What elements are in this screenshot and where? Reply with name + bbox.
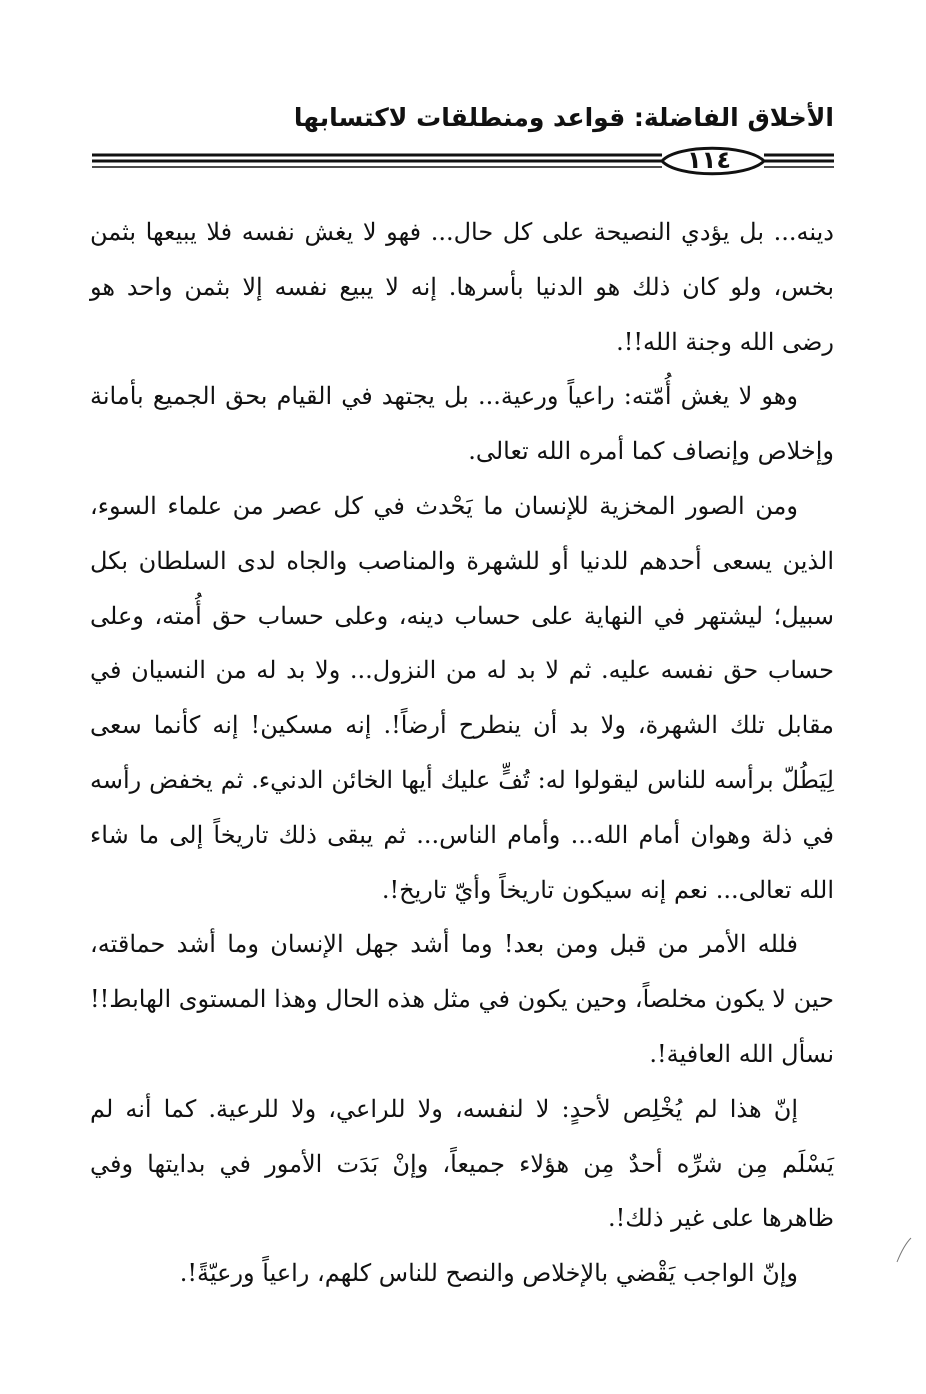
paragraph-2: وهو لا يغش أُمّته: راعياً ورعية... بل يجتهد في القيام بحق الجميع بأمانة وإخلاص وإنصاف كما أمره الله تعالى. — [90, 382, 834, 466]
book-title: الأخلاق الفاضلة: قواعد ومنطلقات لاكتسابها — [293, 103, 834, 132]
running-header — [92, 98, 834, 138]
paragraph-5: إنّ هذا لم يُخْلِص لأحدٍ: لا لنفسه، ولا للراعي، ولا للرعية. كما أنه لم يَسْلَم مِن شرِّه أحدٌ مِن هؤلاء جميعاً، وإنْ بَدَت الأمور في بدايتها وفي ظاهرها على غير ذلك!. — [90, 1094, 834, 1233]
paragraph-1: دينه... بل يؤدي النصيحة على كل حال... فهو لا يغش نفسه فلا يبيعها بثمن بخس، ولو كان ذلك هو الدنيا بأسرها. إنه لا يبيع نفسه إلا بثمن واحد هو رضى الله وجنة الله!!. — [90, 218, 834, 356]
paragraph-6: وإنّ الواجب يَقْضي بالإخلاص والنصح للناس كلهم، راعياً ورعيّةً!. — [179, 1259, 798, 1288]
paragraph-3: ومن الصور المخزية للإنسان ما يَحْدث في كل عصر من علماء السوء، الذين يسعى أحدهم للدنيا أو للشهرة والمناصب والجاه لدى السلطان بكل سبيل؛ ليشتهر في النهاية على حساب دينه، وعلى حساب حق أُمته، وعلى حساب حق نفسه عليه. ثم لا بد له من النزول... ولا بد له من النسيان في مقابل تلك الشهرة، ولا بد أن ينطرح أرضاً!. إنه مسكين! إنه كأنما سعى لِيَطُلّ برأسه للناس ليقولوا له: تُفٍّ عليك أيها الخائن الدنيء. ثم يخفض رأسه في ذلة وهوان أمام الله... وأمام الناس... ثم يبقى ذلك تاريخاً إلى ما شاء الله تعالى... نعم إنه سيكون تاريخاً وأيّ تاريخ!. — [90, 491, 834, 904]
paragraph-4: فلله الأمر من قبل ومن بعد! وما أشد جهل الإنسان وما أشد حماقته، حين لا يكون مخلصاً، وحين يكون في مثل هذه الحال وهذا المستوى الهابط!! نسأل الله العافية!. — [90, 930, 834, 1068]
margin-pen-mark — [893, 1234, 913, 1264]
page-body — [90, 205, 834, 1301]
page-number: ١١٤ — [687, 146, 731, 174]
